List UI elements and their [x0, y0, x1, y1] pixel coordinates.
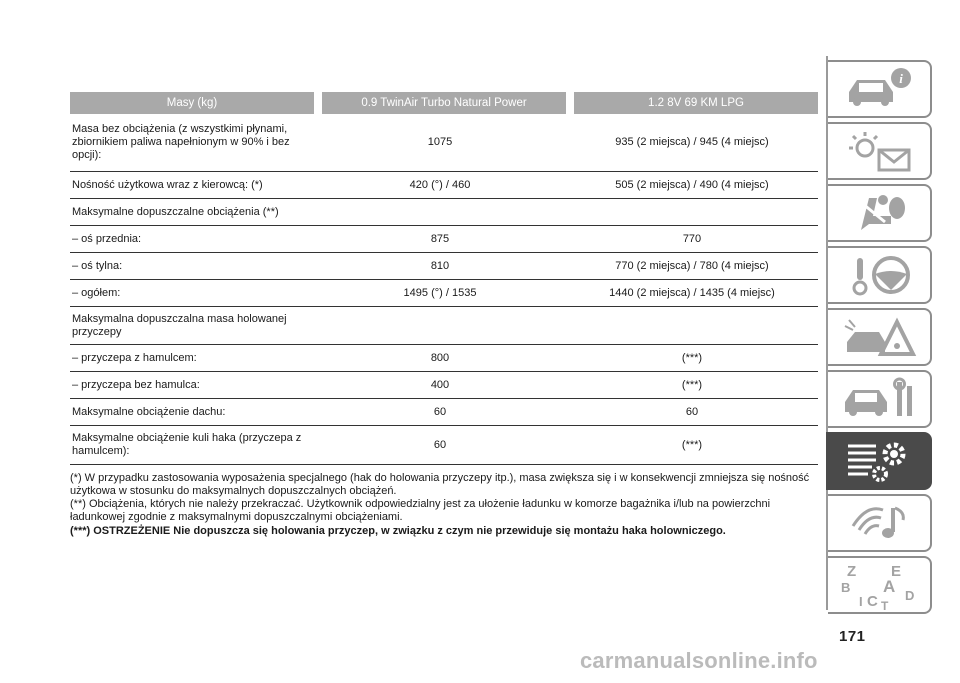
row-value-twinair: 60 — [433, 438, 447, 451]
row-label: Maksymalna dopuszczalna masa holowanej przyczepy — [72, 312, 287, 338]
table-row — [70, 253, 818, 280]
car-service-tools-icon — [839, 376, 919, 422]
row-label: Maksymalne obciążenie kuli haka (przyczepa z hamulcem): — [72, 432, 302, 457]
car-info-icon — [839, 66, 919, 112]
row-value-twinair: 800 — [430, 351, 450, 364]
tab-starting-driving[interactable] — [828, 246, 932, 304]
alphabetical-index-icon — [839, 560, 919, 610]
technical-data-table — [70, 92, 818, 465]
footnotes — [70, 472, 822, 538]
multimedia-music-icon — [839, 500, 919, 546]
row-value-lpg: (***) — [681, 378, 703, 391]
row-label: – oś tylna: — [72, 259, 123, 272]
table-row — [70, 426, 818, 465]
row-value-twinair: 400 — [430, 378, 450, 391]
header-engine-lpg: 1.2 8V 69 KM LPG — [574, 92, 818, 114]
row-value-lpg: 770 (2 miejsca) / 780 (4 miejsc) — [615, 259, 769, 272]
tab-multimedia[interactable] — [828, 494, 932, 552]
tab-technical-data[interactable] — [826, 432, 932, 490]
row-value-lpg: 60 — [685, 405, 699, 418]
footnote-special-equipment: (*) W przypadku zastosowania wyposażenia specjalnego (hak do holowania przyczepy itp.), masa zwiększa się i w konsekwencji zmniejsza się nośność użytkowa w stosunku do maksymalnych dopuszczalnych obciążeń. — [70, 472, 810, 497]
index-letter: T — [881, 599, 889, 610]
row-value-lpg: (***) — [681, 438, 703, 451]
header-engine-twinair: 0.9 TwinAir Turbo Natural Power — [322, 92, 566, 114]
breakdown-warning-triangle-icon — [839, 314, 919, 360]
row-value-lpg: 935 (2 miejsca) / 945 (4 miejsc) — [615, 136, 769, 148]
row-value-twinair: 1495 (°) / 1535 — [403, 286, 477, 299]
table-row — [70, 226, 818, 253]
row-label: – przyczepa z hamulcem: — [72, 351, 197, 364]
header-masses: Masy (kg) — [70, 92, 314, 114]
table-row — [70, 307, 818, 345]
row-value-twinair: 1075 — [427, 136, 453, 148]
row-value-lpg: 770 — [682, 232, 702, 245]
table-row — [70, 345, 818, 372]
row-value-twinair: 875 — [430, 232, 450, 245]
table-header — [70, 92, 818, 114]
page-number: 171 — [839, 628, 866, 645]
row-value-twinair: 420 (°) / 460 — [409, 178, 471, 191]
index-letter: A — [883, 577, 896, 596]
watermark: carmanualsonline.info — [580, 648, 818, 673]
table-row — [70, 114, 818, 172]
row-value-twinair: 810 — [430, 259, 450, 272]
index-letter: Z — [847, 563, 857, 580]
row-label: – ogółem: — [72, 286, 121, 299]
row-value-lpg: 505 (2 miejsca) / 490 (4 miejsc) — [615, 178, 769, 191]
seat-airbag-icon — [839, 190, 919, 236]
tab-safety[interactable] — [828, 184, 932, 242]
tab-warning-lights[interactable] — [828, 122, 932, 180]
index-letter: B — [841, 580, 851, 595]
row-value-lpg: (***) — [681, 351, 703, 364]
table-row — [70, 372, 818, 399]
index-letter: D — [905, 588, 915, 603]
row-label: Maksymalne obciążenie dachu: — [72, 405, 226, 418]
index-letter: I — [859, 594, 863, 609]
table-row — [70, 280, 818, 307]
table-row — [70, 399, 818, 426]
tab-emergency[interactable] — [828, 308, 932, 366]
key-steering-wheel-icon — [839, 252, 919, 298]
row-value-lpg: 1440 (2 miejsca) / 1435 (4 miejsc) — [609, 286, 775, 299]
svg-text:i: i — [899, 71, 903, 86]
footnote-warning: (***) OSTRZEŻENIE Nie dopuszcza się holowania przyczep, w związku z czym nie przewiduje się montażu haka holowniczego. — [70, 525, 726, 537]
row-label: – przyczepa bez hamulca: — [72, 378, 200, 391]
tab-maintenance[interactable] — [828, 370, 932, 428]
index-letter: C — [867, 593, 878, 610]
footnote-loads: (**) Obciążenia, których nie należy przekraczać. Użytkownik odpowiedzialny jest za ułożenie ładunku w komorze bagażnika i/lub na powierzchni ładunkowej zgodnie z maksymalnymi dopuszczalnymi obciążeniami. — [70, 498, 771, 523]
tab-index[interactable] — [828, 556, 932, 614]
row-label: Masa bez obciążenia (z wszystkimi płynami, zbiornikiem paliwa napełnionym w 90% i bez opcji): — [72, 123, 290, 161]
warning-lights-message-icon — [839, 128, 919, 174]
row-label: Maksymalne dopuszczalne obciążenia (**) — [72, 205, 279, 218]
table-row — [70, 172, 818, 199]
row-value-twinair: 60 — [433, 405, 447, 418]
row-label: Nośność użytkowa wraz z kierowcą: (*) — [72, 178, 263, 191]
technical-data-gears-icon — [838, 438, 918, 484]
table-row — [70, 199, 818, 226]
row-label: – oś przednia: — [72, 232, 142, 245]
tab-car-info[interactable] — [828, 60, 932, 118]
index-letter: E — [891, 563, 902, 580]
